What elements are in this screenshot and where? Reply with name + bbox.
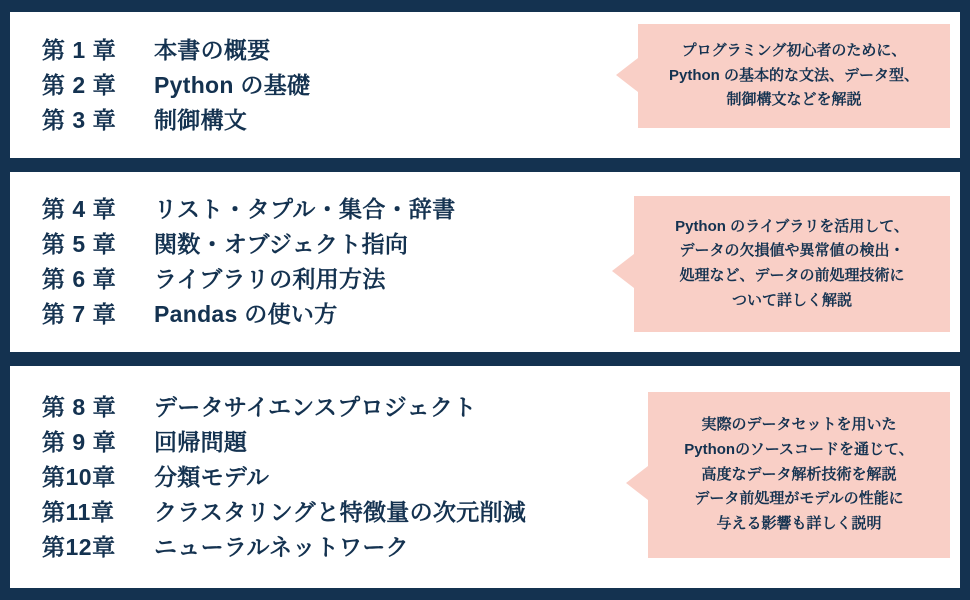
chapter-row bbox=[42, 103, 610, 138]
callout-line: 制御構文などを解説 bbox=[726, 91, 862, 109]
callout-line: データ前処理がモデルの性能に bbox=[694, 490, 904, 508]
chapter-list-3 bbox=[10, 390, 610, 565]
chapter-title: 本書の概要 bbox=[154, 36, 271, 63]
chapter-title: データサイエンスプロジェクト bbox=[154, 393, 477, 420]
callout-bubble-3 bbox=[648, 392, 950, 558]
callout-line: 高度なデータ解析技術を解説 bbox=[701, 465, 897, 483]
chapter-number: 第 6 章 bbox=[42, 266, 117, 292]
chapter-number: 第 9 章 bbox=[42, 428, 117, 455]
callout-line: Python のライブラリを活用して、 bbox=[675, 217, 909, 235]
chapter-title: ニューラルネットワーク bbox=[154, 533, 409, 560]
chapter-row bbox=[42, 262, 610, 297]
chapter-number: 第10章 bbox=[42, 463, 116, 490]
chapter-number: 第12章 bbox=[42, 533, 116, 560]
callout-line: Python の基本的な文法、データ型、 bbox=[669, 66, 919, 84]
chapter-number: 第 3 章 bbox=[42, 106, 117, 133]
callout-line: プログラミング初心者のために、 bbox=[681, 41, 907, 59]
chapter-number: 第 7 章 bbox=[42, 301, 117, 327]
chapter-row bbox=[42, 192, 610, 227]
chapter-title: Pandas の使い方 bbox=[154, 301, 338, 327]
chapter-group-2 bbox=[10, 172, 960, 352]
chapter-list-2 bbox=[10, 192, 610, 332]
chapter-title: リスト・タプル・集合・辞書 bbox=[154, 196, 456, 222]
chapter-group-1 bbox=[10, 12, 960, 158]
chapter-title: クラスタリングと特徴量の次元削減 bbox=[154, 498, 527, 525]
chapter-number: 第11章 bbox=[42, 498, 115, 525]
callout-line: データの欠損値や異常値の検出・ bbox=[679, 242, 905, 260]
chapter-number: 第 1 章 bbox=[42, 36, 117, 63]
chapter-row bbox=[42, 227, 610, 262]
chapter-title: 回帰問題 bbox=[154, 428, 248, 455]
chapter-title: 分類モデル bbox=[154, 463, 270, 490]
chapter-row bbox=[42, 33, 610, 68]
chapter-row bbox=[42, 297, 610, 332]
chapter-row bbox=[42, 425, 610, 460]
chapter-row bbox=[42, 530, 610, 565]
chapter-row bbox=[42, 390, 610, 425]
chapter-row bbox=[42, 495, 610, 530]
chapter-number: 第 4 章 bbox=[42, 196, 117, 222]
chapter-title: Python の基礎 bbox=[154, 71, 311, 98]
callout-line: ついて詳しく解説 bbox=[731, 291, 852, 309]
chapter-list-1 bbox=[10, 33, 610, 138]
callout-line: 実際のデータセットを用いた bbox=[701, 416, 897, 434]
callout-tail-icon bbox=[626, 466, 648, 500]
chapter-title: ライブラリの利用方法 bbox=[154, 266, 386, 292]
callout-tail-icon bbox=[616, 58, 638, 92]
chapter-title: 関数・オブジェクト指向 bbox=[154, 231, 409, 257]
callout-bubble-2 bbox=[634, 196, 950, 332]
callout-line: Pythonのソースコードを通じて、 bbox=[684, 440, 914, 458]
chapter-number: 第 5 章 bbox=[42, 231, 117, 257]
chapter-row bbox=[42, 68, 610, 103]
callout-line: 処理など、データの前処理技術に bbox=[679, 267, 905, 284]
chapter-number: 第 2 章 bbox=[42, 71, 117, 98]
chapter-title: 制御構文 bbox=[154, 106, 248, 133]
callout-tail-icon bbox=[612, 254, 634, 288]
chapter-number: 第 8 章 bbox=[42, 393, 117, 420]
callout-bubble-1 bbox=[638, 24, 950, 128]
callout-line: 与える影響も詳しく説明 bbox=[716, 515, 882, 533]
chapter-row bbox=[42, 460, 610, 495]
chapter-group-3 bbox=[10, 366, 960, 588]
